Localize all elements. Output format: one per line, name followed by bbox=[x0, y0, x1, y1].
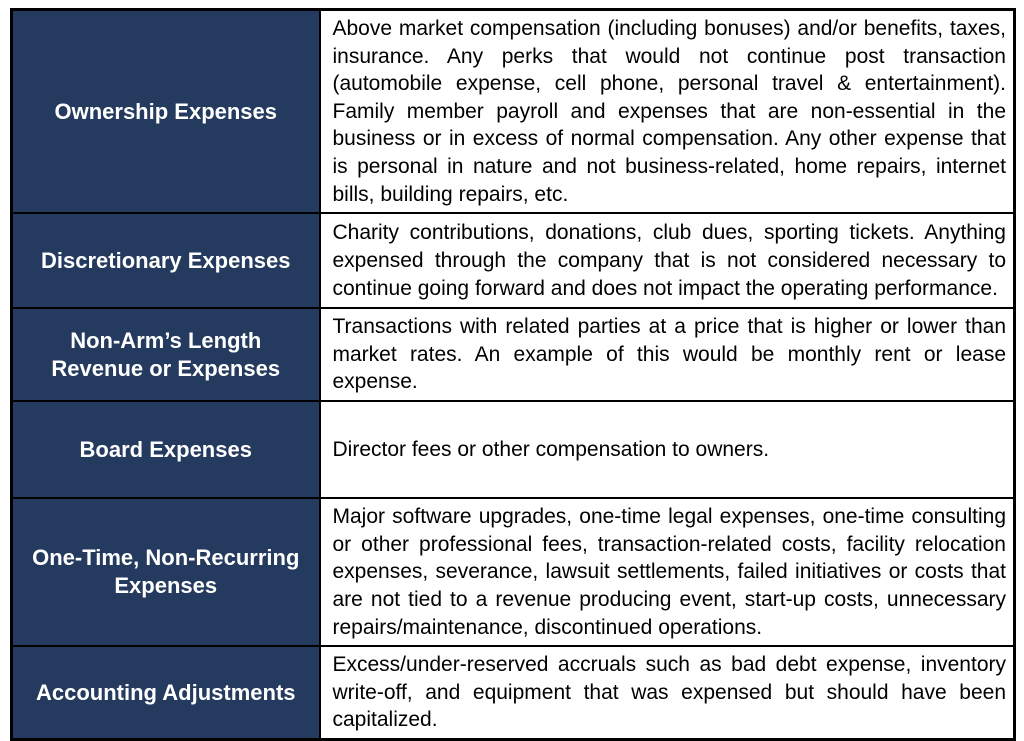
table-row bbox=[12, 646, 1015, 739]
expense-category-description: Excess/under-reserved accruals such as bad debt expense, inventory write-off, and equipment that was expensed but should have been capitalized. bbox=[320, 646, 1015, 739]
expense-category-label: Board Expenses bbox=[12, 401, 320, 498]
expense-category-description: Major software upgrades, one-time legal expenses, one-time consulting or other professional fees, transaction-related costs, facility relocation expenses, severance, lawsuit settlements, failed initiatives or costs that are not tied to a revenue producing event, start-up costs, unnecessary repairs/maintenance, discontinued operations. bbox=[320, 498, 1015, 646]
expense-category-description: Above market compensation (including bonuses) and/or benefits, taxes, insurance. Any perks that would not continue post transaction (automobile expense, cell phone, personal travel & entertainment). Family member payroll and expenses that are non-essential in the business or in excess of normal compensation. Any other expense that is personal in nature and not business-related, home repairs, internet bills, building repairs, etc. bbox=[320, 10, 1015, 214]
expense-category-description: Transactions with related parties at a price that is higher or lower than market rates. An example of this would be monthly rent or lease expense. bbox=[320, 308, 1015, 401]
expense-category-description: Director fees or other compensation to owners. bbox=[320, 401, 1015, 498]
expense-category-label: Accounting Adjustments bbox=[12, 646, 320, 739]
table-row bbox=[12, 401, 1015, 498]
table-row bbox=[12, 498, 1015, 646]
table-row bbox=[12, 10, 1015, 214]
expense-adjustments-table bbox=[10, 8, 1016, 741]
expense-category-label: Non-Arm’s Length Revenue or Expenses bbox=[12, 308, 320, 401]
expense-category-label: One-Time, Non-Recurring Expenses bbox=[12, 498, 320, 646]
table-row bbox=[12, 213, 1015, 308]
table-row bbox=[12, 308, 1015, 401]
expense-category-label: Discretionary Expenses bbox=[12, 213, 320, 308]
expense-category-label: Ownership Expenses bbox=[12, 10, 320, 214]
expense-category-description: Charity contributions, donations, club dues, sporting tickets. Anything expensed through the company that is not considered necessary to continue going forward and does not impact the operating performance. bbox=[320, 213, 1015, 308]
